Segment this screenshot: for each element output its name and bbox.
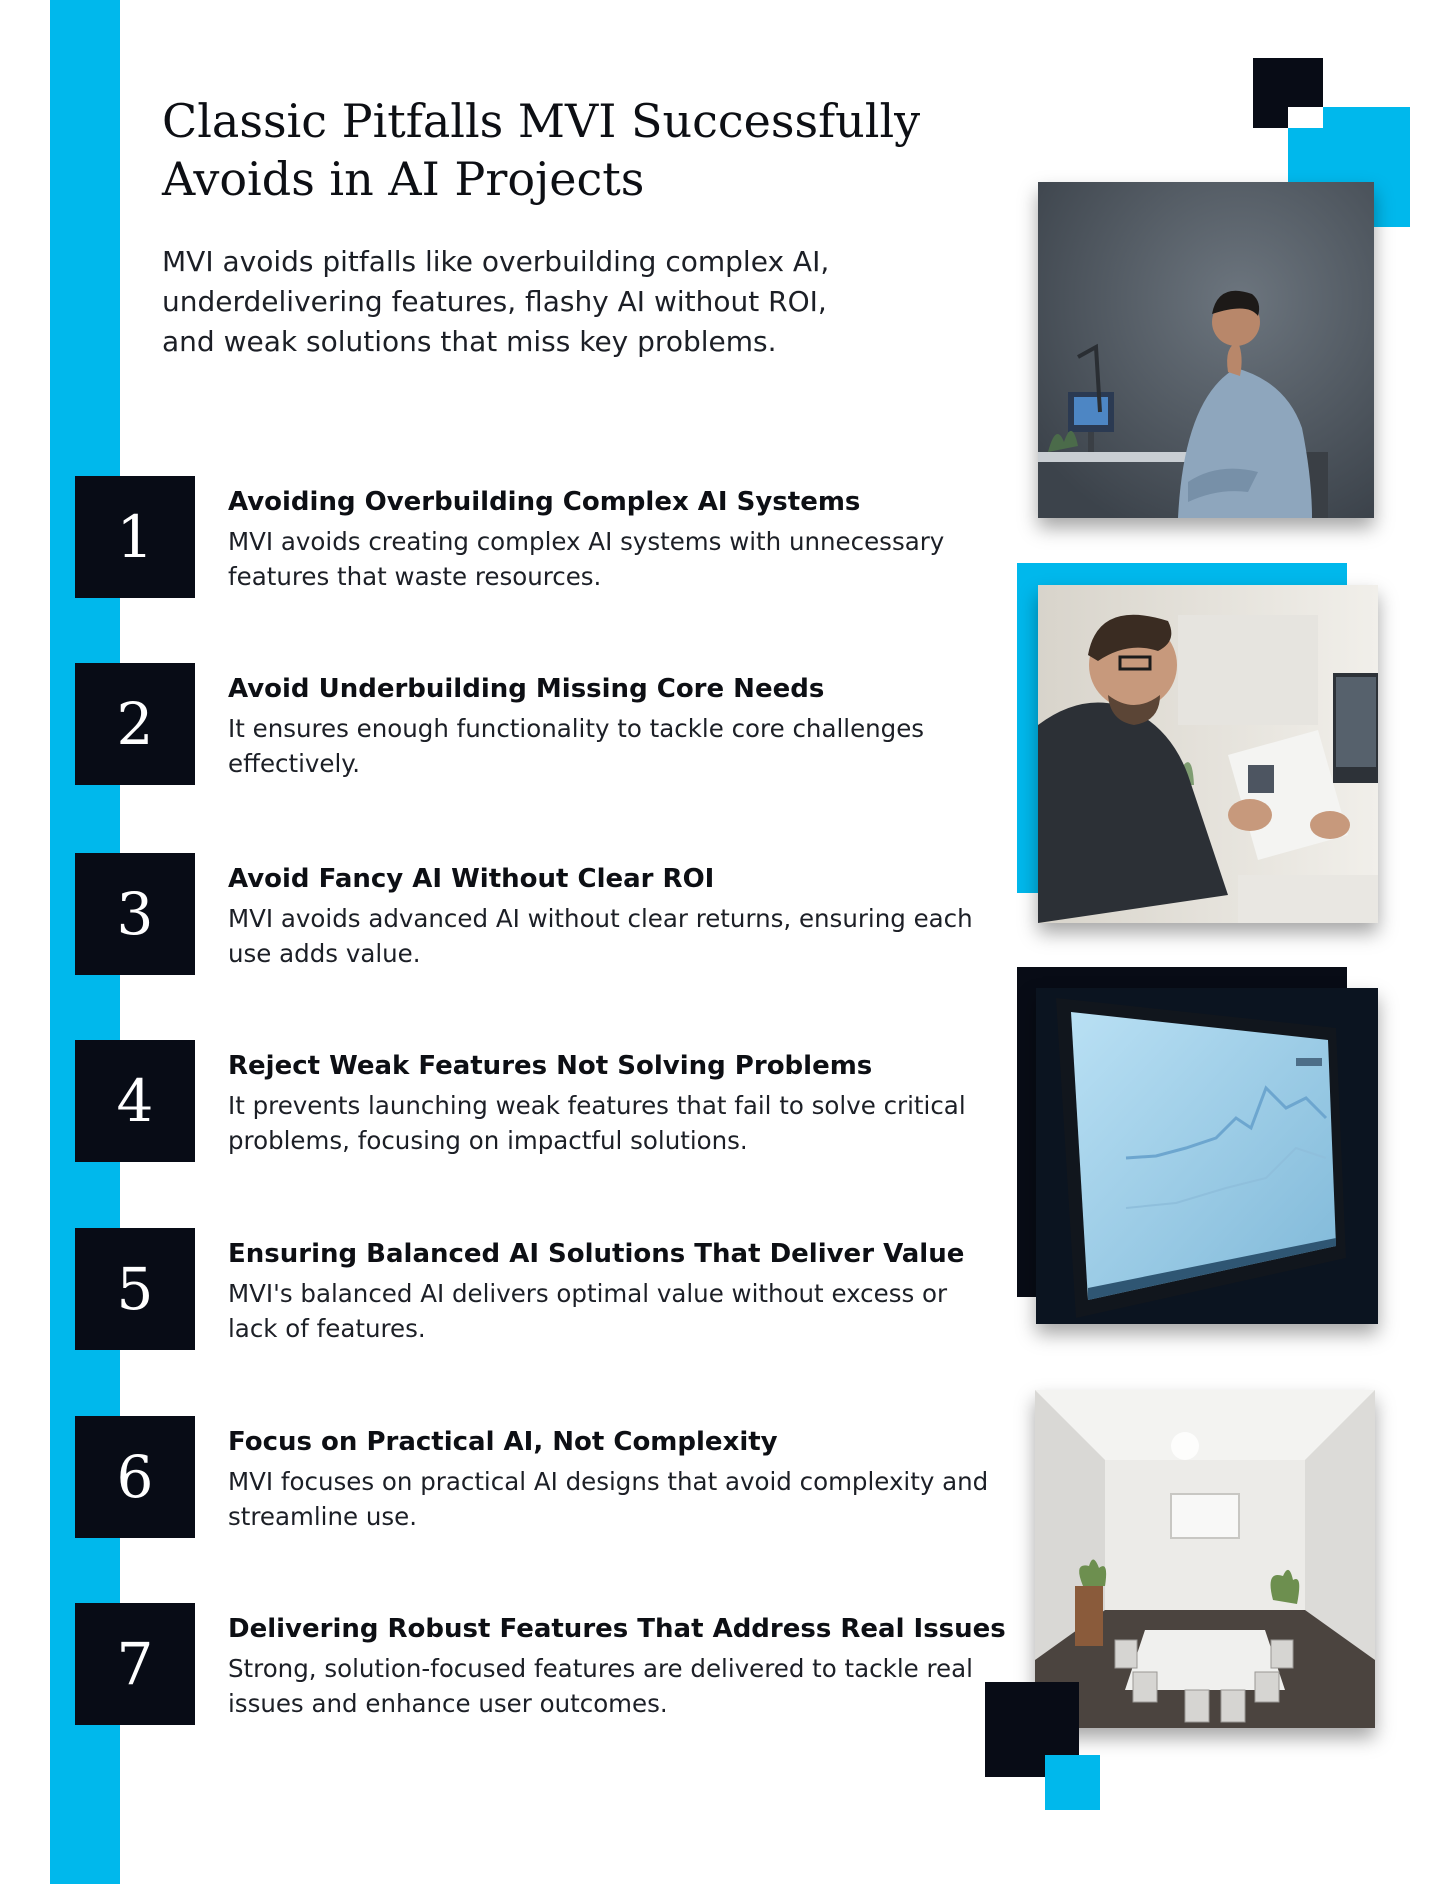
page-title: Classic Pitfalls MVI Successfully Avoids in AI Projects (162, 94, 921, 206)
item-title: Avoid Fancy AI Without Clear ROI (228, 864, 715, 894)
item-title: Ensuring Balanced AI Solutions That Deliver Value (228, 1239, 965, 1269)
list-item (75, 663, 975, 787)
photo-man-reading-document (1038, 585, 1378, 923)
item-description: It prevents launching weak features that fail to solve critical problems, focusing on impactful solutions. (228, 1091, 966, 1155)
item-description: Strong, solution-focused features are delivered to tackle real issues and enhance user outcomes. (228, 1654, 973, 1718)
item-description: It ensures enough functionality to tackle core challenges effectively. (228, 714, 925, 778)
item-number-badge: 4 (75, 1040, 195, 1162)
decorative-square-blue (1045, 1755, 1100, 1810)
list-item (75, 1228, 975, 1352)
list-item (75, 853, 975, 977)
photo-monitor-art (1036, 988, 1378, 1324)
list-item (75, 476, 975, 600)
page-subtitle: MVI avoids pitfalls like overbuilding complex AI, underdelivering features, flashy AI without ROI, and weak solutions that miss key problems. (162, 245, 830, 358)
photo-thinking-man-art (1038, 182, 1374, 518)
item-description: MVI focuses on practical AI designs that avoid complexity and streamline use. (228, 1467, 989, 1531)
item-title: Reject Weak Features Not Solving Problems (228, 1051, 873, 1081)
list-item (75, 1603, 1006, 1727)
photo-monitor-chart (1036, 988, 1378, 1324)
photo-meeting-room (1035, 1390, 1375, 1728)
item-number-badge: 1 (75, 476, 195, 598)
photo-thinking-man (1038, 182, 1374, 518)
item-description: MVI avoids advanced AI without clear returns, ensuring each use adds value. (228, 904, 973, 968)
item-number-badge: 7 (75, 1603, 195, 1725)
photo-man-reading-art (1038, 585, 1378, 923)
item-number-badge: 5 (75, 1228, 195, 1350)
item-description: MVI avoids creating complex AI systems with unnecessary features that waste resources. (228, 527, 945, 591)
item-number-badge: 2 (75, 663, 195, 785)
item-number-badge: 3 (75, 853, 195, 975)
item-title: Avoiding Overbuilding Complex AI Systems (228, 487, 861, 517)
item-title: Delivering Robust Features That Address Real Issues (228, 1614, 1006, 1644)
decorative-gap (1288, 107, 1323, 128)
list-item (75, 1416, 989, 1540)
list-item (75, 1040, 975, 1164)
photo-meeting-room-art (1035, 1390, 1375, 1728)
item-description: MVI's balanced AI delivers optimal value without excess or lack of features. (228, 1279, 948, 1343)
item-title: Focus on Practical AI, Not Complexity (228, 1427, 778, 1457)
item-number-badge: 6 (75, 1416, 195, 1538)
item-title: Avoid Underbuilding Missing Core Needs (228, 674, 825, 704)
